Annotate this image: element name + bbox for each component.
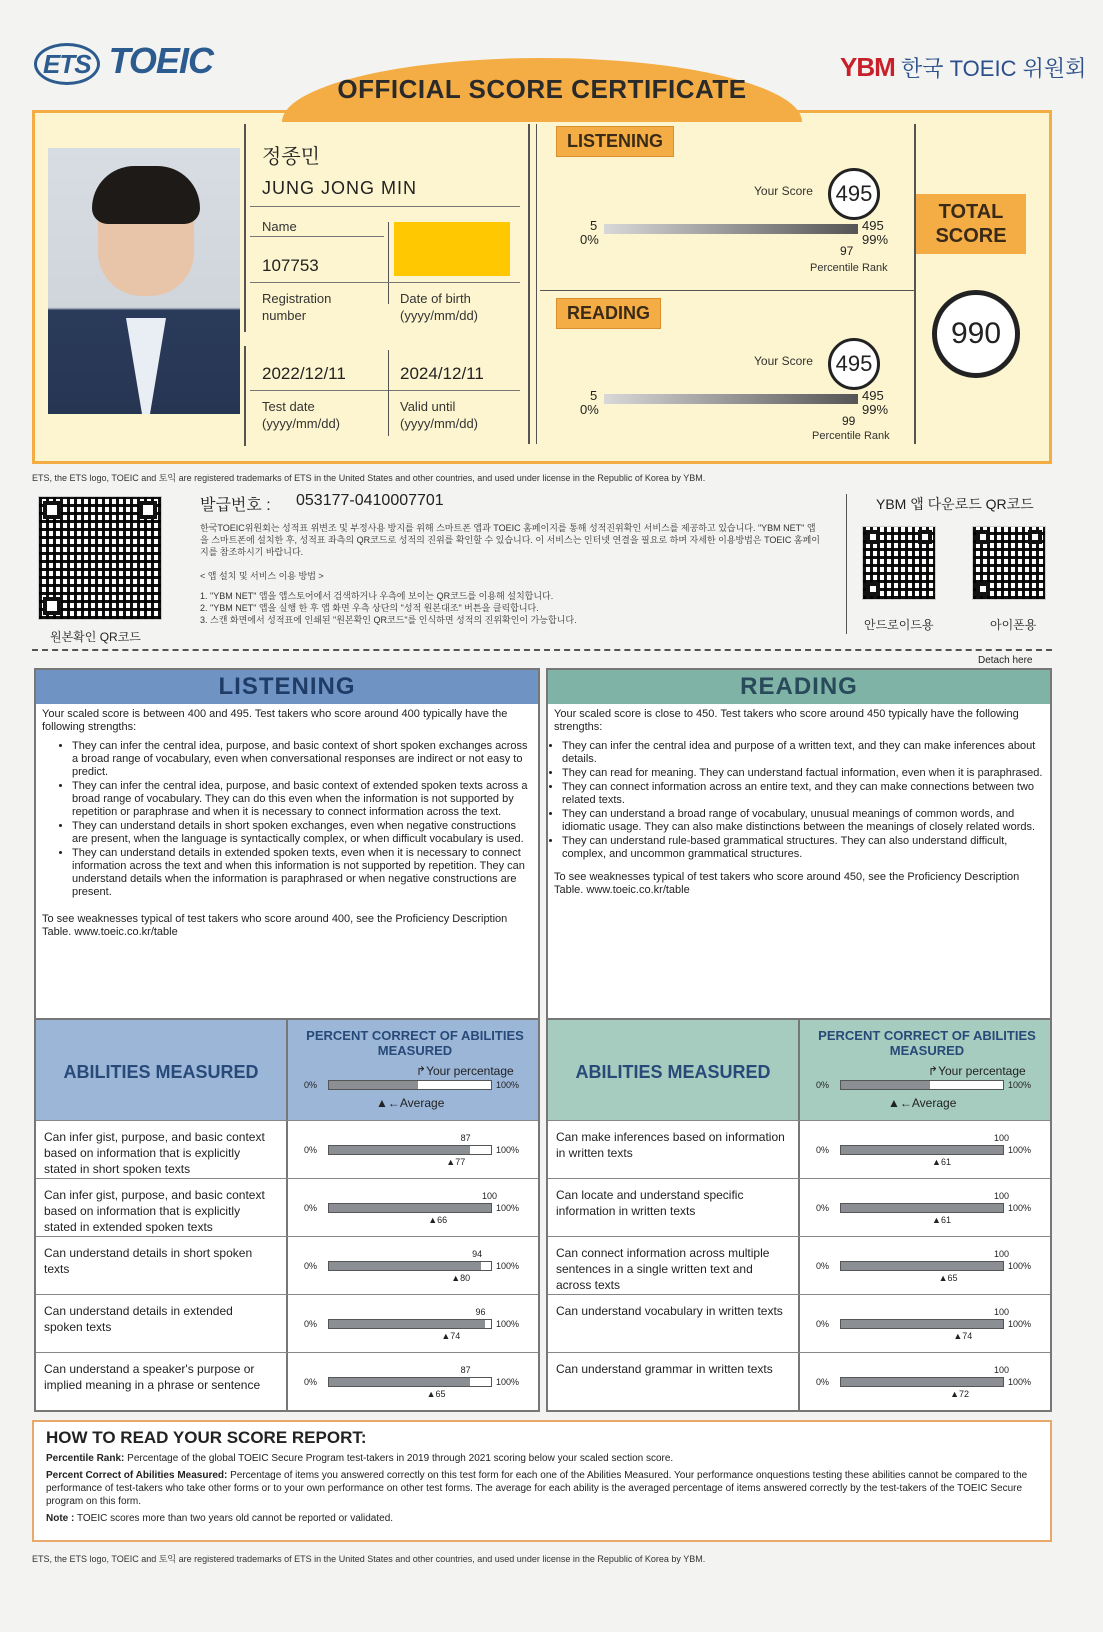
reading-min: 5: [590, 388, 598, 403]
divider: [388, 222, 389, 304]
divider: [250, 282, 520, 283]
average-value: 74: [450, 1331, 461, 1341]
header-hundred: 100%: [496, 1080, 520, 1090]
android-qr-code: [862, 526, 936, 600]
ability-bar-fill: [841, 1146, 1003, 1154]
reading-your-score-label: Your Score: [754, 354, 813, 368]
iphone-qr-code: [972, 526, 1046, 600]
your-percentage-value: 94: [472, 1249, 483, 1259]
average-value: 66: [437, 1215, 448, 1225]
average-value: 74: [962, 1331, 973, 1341]
bar-zero: 0%: [816, 1377, 830, 1387]
ets-toeic-logo: [34, 40, 213, 85]
how-to-read-title: HOW TO READ YOUR SCORE REPORT:: [46, 1428, 367, 1447]
android-label: 안드로이드용: [864, 618, 934, 632]
bar-hundred: 100%: [496, 1203, 520, 1213]
average-marker: ▲61: [932, 1157, 951, 1167]
average-marker: ▲65: [938, 1273, 958, 1283]
your-percentage-value: 100: [994, 1191, 1010, 1201]
your-percentage-value: 96: [475, 1307, 486, 1317]
percent-correct-title: PERCENT CORRECT OF ABILITIES MEASURED: [306, 1028, 524, 1058]
listening-label: LISTENING: [556, 126, 674, 157]
dob-label: Date of birth (yyyy/mm/dd): [400, 291, 478, 323]
ability-bar-fill: [841, 1262, 1003, 1270]
percent-correct-title: PERCENT CORRECT OF ABILITIES MEASURED: [818, 1028, 1036, 1058]
bar-zero: 0%: [304, 1145, 318, 1155]
reading-intro: Your scaled score is close to 450. Test takers who score around 450 typically have the following strengths:: [554, 708, 1019, 733]
ability-bar-fill: [329, 1378, 470, 1386]
name-label: Name: [262, 219, 297, 234]
reading-strength: • They can understand rule-based grammatical structures. They can also understand difficult, complex, and uncommon grammatical structures.: [562, 835, 1044, 861]
reading-strength: • They can infer the central idea and purpose of a written text, and they can make inferences about details.: [562, 740, 1044, 766]
listening-strength: • They can infer the central idea, purpose, and basic context of extended spoken texts across a broad range of vocabulary. They can do this even when the information is not supported by repetition or paraphrase and when it is necessary to connect information across the text.: [72, 780, 532, 819]
listening-intro: Your scaled score is between 400 and 495. Test takers who score around 400 typically have the following strengths:: [42, 708, 508, 733]
your-percentage-label: ↱Your percentage: [928, 1064, 1026, 1078]
listening-outro: To see weaknesses typical of test takers who score around 400, see the Proficiency Description Table. www.toeic.co.kr/table: [42, 913, 508, 938]
name-english: JUNG JONG MIN: [262, 178, 417, 198]
your-percentage-value: 100: [994, 1307, 1010, 1317]
reading-description-panel: [546, 668, 1052, 1020]
listening-score: 495: [828, 168, 880, 220]
average-value: 72: [959, 1389, 970, 1399]
average-value: 65: [435, 1389, 446, 1399]
bar-zero: 0%: [304, 1377, 318, 1387]
ability-text: Can understand details in short spoken texts: [44, 1246, 253, 1276]
ability-row: [36, 1294, 538, 1352]
ability-bar: [840, 1261, 1004, 1271]
average-marker: ▲65: [426, 1389, 446, 1399]
reading-abilities-table: [546, 1018, 1052, 1412]
listening-your-score-label: Your Score: [754, 184, 813, 198]
ability-bar-fill: [329, 1320, 485, 1328]
reading-abilities-header: [548, 1020, 1050, 1120]
average-marker: ▲80: [451, 1273, 471, 1283]
step-1: 1. "YBM NET" 앱을 앱스토어에서 검색하거나 우측에 보이는 QR코드를 이용해 설치합니다.: [200, 591, 554, 601]
abilities-title: ABILITIES MEASURED: [63, 1062, 259, 1082]
ability-row: [548, 1178, 1050, 1236]
percentile-rank-note: Percentile Rank: Percentage of the global TOEIC Secure Program test-takers in 2019 through 2021 scoring below your scaled section score.: [46, 1453, 674, 1464]
average-value: 65: [947, 1273, 958, 1283]
listening-strength: • They can understand details in short spoken exchanges, even when negative constructions are present, when the language is syntactically complex, or when difficult vocabulary is used.: [72, 820, 532, 846]
ability-bar: [328, 1145, 492, 1155]
ability-row: [548, 1352, 1050, 1410]
listening-score-bar: [604, 224, 858, 234]
average-label: ▲←Average: [376, 1096, 445, 1110]
trademark-top: ETS, the ETS logo, TOEIC and 토익 are registered trademarks of ETS in the United States and other countries, and used under license in the Republic of Korea by YBM.: [32, 473, 706, 483]
your-percentage-value: 87: [460, 1133, 471, 1143]
bar-hundred: 100%: [496, 1261, 520, 1271]
ability-text: Can infer gist, purpose, and basic context based on information that is explicitly stated in short spoken texts: [44, 1130, 265, 1176]
listening-description-panel: [34, 668, 540, 1020]
candidate-photo: [48, 148, 240, 414]
ability-text: Can make inferences based on information in written texts: [556, 1130, 785, 1160]
ability-row: [36, 1352, 538, 1410]
reading-panel-title: READING: [548, 670, 1050, 704]
header-zero: 0%: [816, 1080, 830, 1090]
ability-bar: [840, 1203, 1004, 1213]
listening-min-pct: 0%: [580, 232, 599, 247]
ybm-logo: [840, 52, 1086, 83]
listening-abilities-table: [34, 1018, 540, 1412]
bar-zero: 0%: [816, 1319, 830, 1329]
ability-bar: [840, 1377, 1004, 1387]
registration-number: 107753: [262, 256, 319, 275]
bar-zero: 0%: [304, 1203, 318, 1213]
redaction-box: [394, 222, 510, 276]
iphone-label: 아이폰용: [990, 618, 1037, 632]
reading-label: READING: [556, 298, 661, 329]
percent-correct-note: Percent Correct of Abilities Measured: Percentage of items you answered correctly on this test form for each one of the Abilities Measured. Your performance onquestions testing these abilities cannot be compared to the performance of test-takers who take other forms or to your own performance on other test forms. The average for each ability is the averaged percentage of items answered correctly by the test-takers of the TOEIC Secure program on this form.: [46, 1470, 1028, 1507]
ability-bar-fill: [329, 1262, 481, 1270]
ability-bar: [328, 1203, 492, 1213]
ability-text: Can connect information across multiple sentences in a single written text and across texts: [556, 1246, 770, 1292]
reading-abilities-rows: [548, 1120, 1050, 1410]
your-percentage-value: 87: [460, 1365, 471, 1375]
bar-hundred: 100%: [496, 1145, 520, 1155]
listening-abilities-header: [36, 1020, 538, 1120]
listening-max-pct: 99%: [862, 232, 889, 247]
ability-bar-fill: [841, 1320, 1003, 1328]
legend-bar: [328, 1080, 492, 1090]
ability-row: [36, 1178, 538, 1236]
legend-bar: [840, 1080, 1004, 1090]
your-percentage-value: 100: [482, 1191, 498, 1201]
detach-label: Detach here: [978, 655, 1033, 666]
average-marker: ▲72: [950, 1389, 970, 1399]
ability-row: [36, 1120, 538, 1178]
bar-zero: 0%: [304, 1319, 318, 1329]
divider: [250, 206, 520, 207]
ability-bar: [328, 1377, 492, 1387]
certificate-title: OFFICIAL SCORE CERTIFICATE: [282, 58, 802, 122]
ability-text: Can understand vocabulary in written texts: [556, 1304, 783, 1318]
detach-line: [32, 649, 1052, 651]
divider: [846, 494, 847, 634]
bar-hundred: 100%: [496, 1319, 520, 1329]
total-score: 990: [932, 290, 1020, 378]
average-marker: ▲74: [441, 1331, 461, 1341]
listening-min: 5: [590, 218, 598, 233]
ability-row: [548, 1294, 1050, 1352]
ybm-committee: 한국 TOEIC 위원회: [901, 56, 1087, 81]
original-qr-label: 원본확인 QR코드: [50, 630, 141, 644]
valid-until: 2024/12/11: [400, 364, 484, 383]
bar-zero: 0%: [816, 1145, 830, 1155]
steps-title: < 앱 설치 및 서비스 이용 방법 >: [200, 571, 324, 581]
issue-description: 한국TOEIC위원회는 성적표 위변조 및 부정사용 방지를 위해 스마트폰 앱과 TOEIC 홈페이지를 통해 성적진위확인 서비스를 제공하고 있습니다. "YBM NET" 앱을 스마트폰에 설치한 후, 성적표 좌측의 QR코드로 성적의 진위를 확인할 수 있습니다. 이 서비스는 인터넷 연결을 필요로 하며 자세한 이용방법은 TOEIC 홈페이지를 참조하시기 바랍니다.: [200, 523, 820, 557]
bar-hundred: 100%: [1008, 1319, 1032, 1329]
trademark-bottom: ETS, the ETS logo, TOEIC and 토익 are registered trademarks of ETS in the United States and other countries, and used under license in the Republic of Korea by YBM.: [32, 1554, 706, 1564]
ability-bar-fill: [841, 1378, 1003, 1386]
average-value: 80: [460, 1273, 471, 1283]
average-marker: ▲66: [428, 1215, 448, 1225]
listening-abilities-rows: [36, 1120, 538, 1410]
reading-score: 495: [828, 338, 880, 390]
ability-bar-fill: [329, 1146, 470, 1154]
bar-zero: 0%: [304, 1261, 318, 1271]
ability-text: Can understand a speaker's purpose or implied meaning in a phrase or sentence: [44, 1362, 261, 1392]
divider: [250, 390, 520, 391]
reading-max-pct: 99%: [862, 402, 889, 417]
header-zero: 0%: [304, 1080, 318, 1090]
ability-bar-fill: [841, 1204, 1003, 1212]
listening-max: 495: [862, 218, 884, 233]
reading-max: 495: [862, 388, 884, 403]
name-korean: 정종민: [262, 146, 320, 168]
ability-text: Can understand grammar in written texts: [556, 1362, 773, 1376]
app-qr-title: YBM 앱 다운로드 QR코드: [876, 496, 1034, 512]
ability-bar: [328, 1319, 492, 1329]
total-score-label: TOTAL SCORE: [916, 194, 1026, 254]
listening-percentile-label: Percentile Rank: [810, 262, 888, 274]
divider: [250, 236, 384, 237]
bar-hundred: 100%: [496, 1377, 520, 1387]
header-hundred: 100%: [1008, 1080, 1032, 1090]
listening-strength: • They can understand details in extended spoken texts, even when it is necessary to connect information across the text and when this information is not supported by repetition. They can understand details when the information is paraphrased or when negative constructions are present.: [72, 847, 532, 899]
issue-number: 053177-0410007701: [296, 492, 444, 509]
step-3: 3. 스캔 화면에서 성적표에 인쇄된 "원본확인 QR코드"를 인식하면 성적의 진위확인이 가능합니다.: [200, 615, 577, 625]
ybm-mark: YBM: [840, 52, 895, 82]
toeic-logo: TOEIC: [108, 40, 213, 81]
average-value: 61: [940, 1215, 951, 1225]
test-date-label: Test date (yyyy/mm/dd): [262, 399, 340, 431]
bar-hundred: 100%: [1008, 1377, 1032, 1387]
listening-percentile: 97: [840, 244, 854, 258]
valid-until-label: Valid until (yyyy/mm/dd): [400, 399, 478, 431]
average-label: ▲←Average: [888, 1096, 957, 1110]
average-marker: ▲77: [446, 1157, 466, 1167]
reading-outro: To see weaknesses typical of test takers who score around 450, see the Proficiency Description Table. www.toeic.co.kr/table: [554, 871, 1020, 896]
reading-min-pct: 0%: [580, 402, 599, 417]
ability-text: Can understand details in extended spoken texts: [44, 1304, 233, 1334]
divider: [244, 346, 246, 446]
bar-zero: 0%: [816, 1203, 830, 1213]
ability-row: [548, 1236, 1050, 1294]
bar-hundred: 100%: [1008, 1261, 1032, 1271]
divider: [388, 350, 389, 436]
reading-percentile-label: Percentile Rank: [812, 430, 890, 442]
ets-logo: ETS: [34, 43, 100, 85]
ability-bar: [840, 1145, 1004, 1155]
average-value: 77: [455, 1157, 466, 1167]
ability-row: [548, 1120, 1050, 1178]
reading-strength: • They can read for meaning. They can understand factual information, even when it is paraphrased.: [562, 767, 1044, 780]
registration-label: Registration number: [262, 291, 332, 323]
divider: [536, 124, 537, 444]
divider: [528, 124, 530, 444]
validity-note: Note : TOEIC scores more than two years old cannot be reported or validated.: [46, 1513, 394, 1524]
your-percentage-value: 100: [994, 1365, 1010, 1375]
original-qr-code: [38, 496, 162, 620]
abilities-title: ABILITIES MEASURED: [575, 1062, 771, 1082]
ability-bar-fill: [329, 1204, 491, 1212]
ability-bar: [328, 1261, 492, 1271]
test-date: 2022/12/11: [262, 364, 346, 383]
your-percentage-label: ↱Your percentage: [416, 1064, 514, 1078]
ability-bar: [840, 1319, 1004, 1329]
bar-hundred: 100%: [1008, 1203, 1032, 1213]
listening-strength: • They can infer the central idea, purpose, and basic context of short spoken exchanges across a broad range of vocabulary, even when conversational responses are indirect or not easy to predict.: [72, 740, 532, 779]
reading-strength: • They can connect information across an entire text, and they can make connections between two related texts.: [562, 781, 1044, 807]
bar-zero: 0%: [816, 1261, 830, 1271]
reading-score-bar: [604, 394, 858, 404]
divider: [540, 290, 914, 291]
how-to-read-section: [32, 1420, 1052, 1542]
average-value: 61: [940, 1157, 951, 1167]
your-percentage-value: 100: [994, 1133, 1010, 1143]
your-percentage-value: 100: [994, 1249, 1010, 1259]
ability-text: Can infer gist, purpose, and basic context based on information that is explicitly stated in extended spoken texts: [44, 1188, 265, 1234]
listening-panel-title: LISTENING: [36, 670, 538, 704]
average-marker: ▲61: [932, 1215, 951, 1225]
bar-hundred: 100%: [1008, 1145, 1032, 1155]
average-marker: ▲74: [953, 1331, 973, 1341]
ability-text: Can locate and understand specific information in written texts: [556, 1188, 744, 1218]
divider: [244, 124, 246, 332]
issue-number-label: 발급번호 :: [200, 497, 271, 514]
step-2: 2. "YBM NET" 앱을 실행 한 후 앱 화면 우측 상단의 "성적 원본대조" 버튼을 클릭합니다.: [200, 603, 539, 613]
reading-percentile: 99: [842, 414, 856, 428]
reading-strength: • They can understand a broad range of vocabulary, unusual meanings of common words, and idiomatic usage. They can also make distinctions between the meanings of closely related words.: [562, 808, 1044, 834]
divider: [914, 124, 916, 444]
ability-row: [36, 1236, 538, 1294]
